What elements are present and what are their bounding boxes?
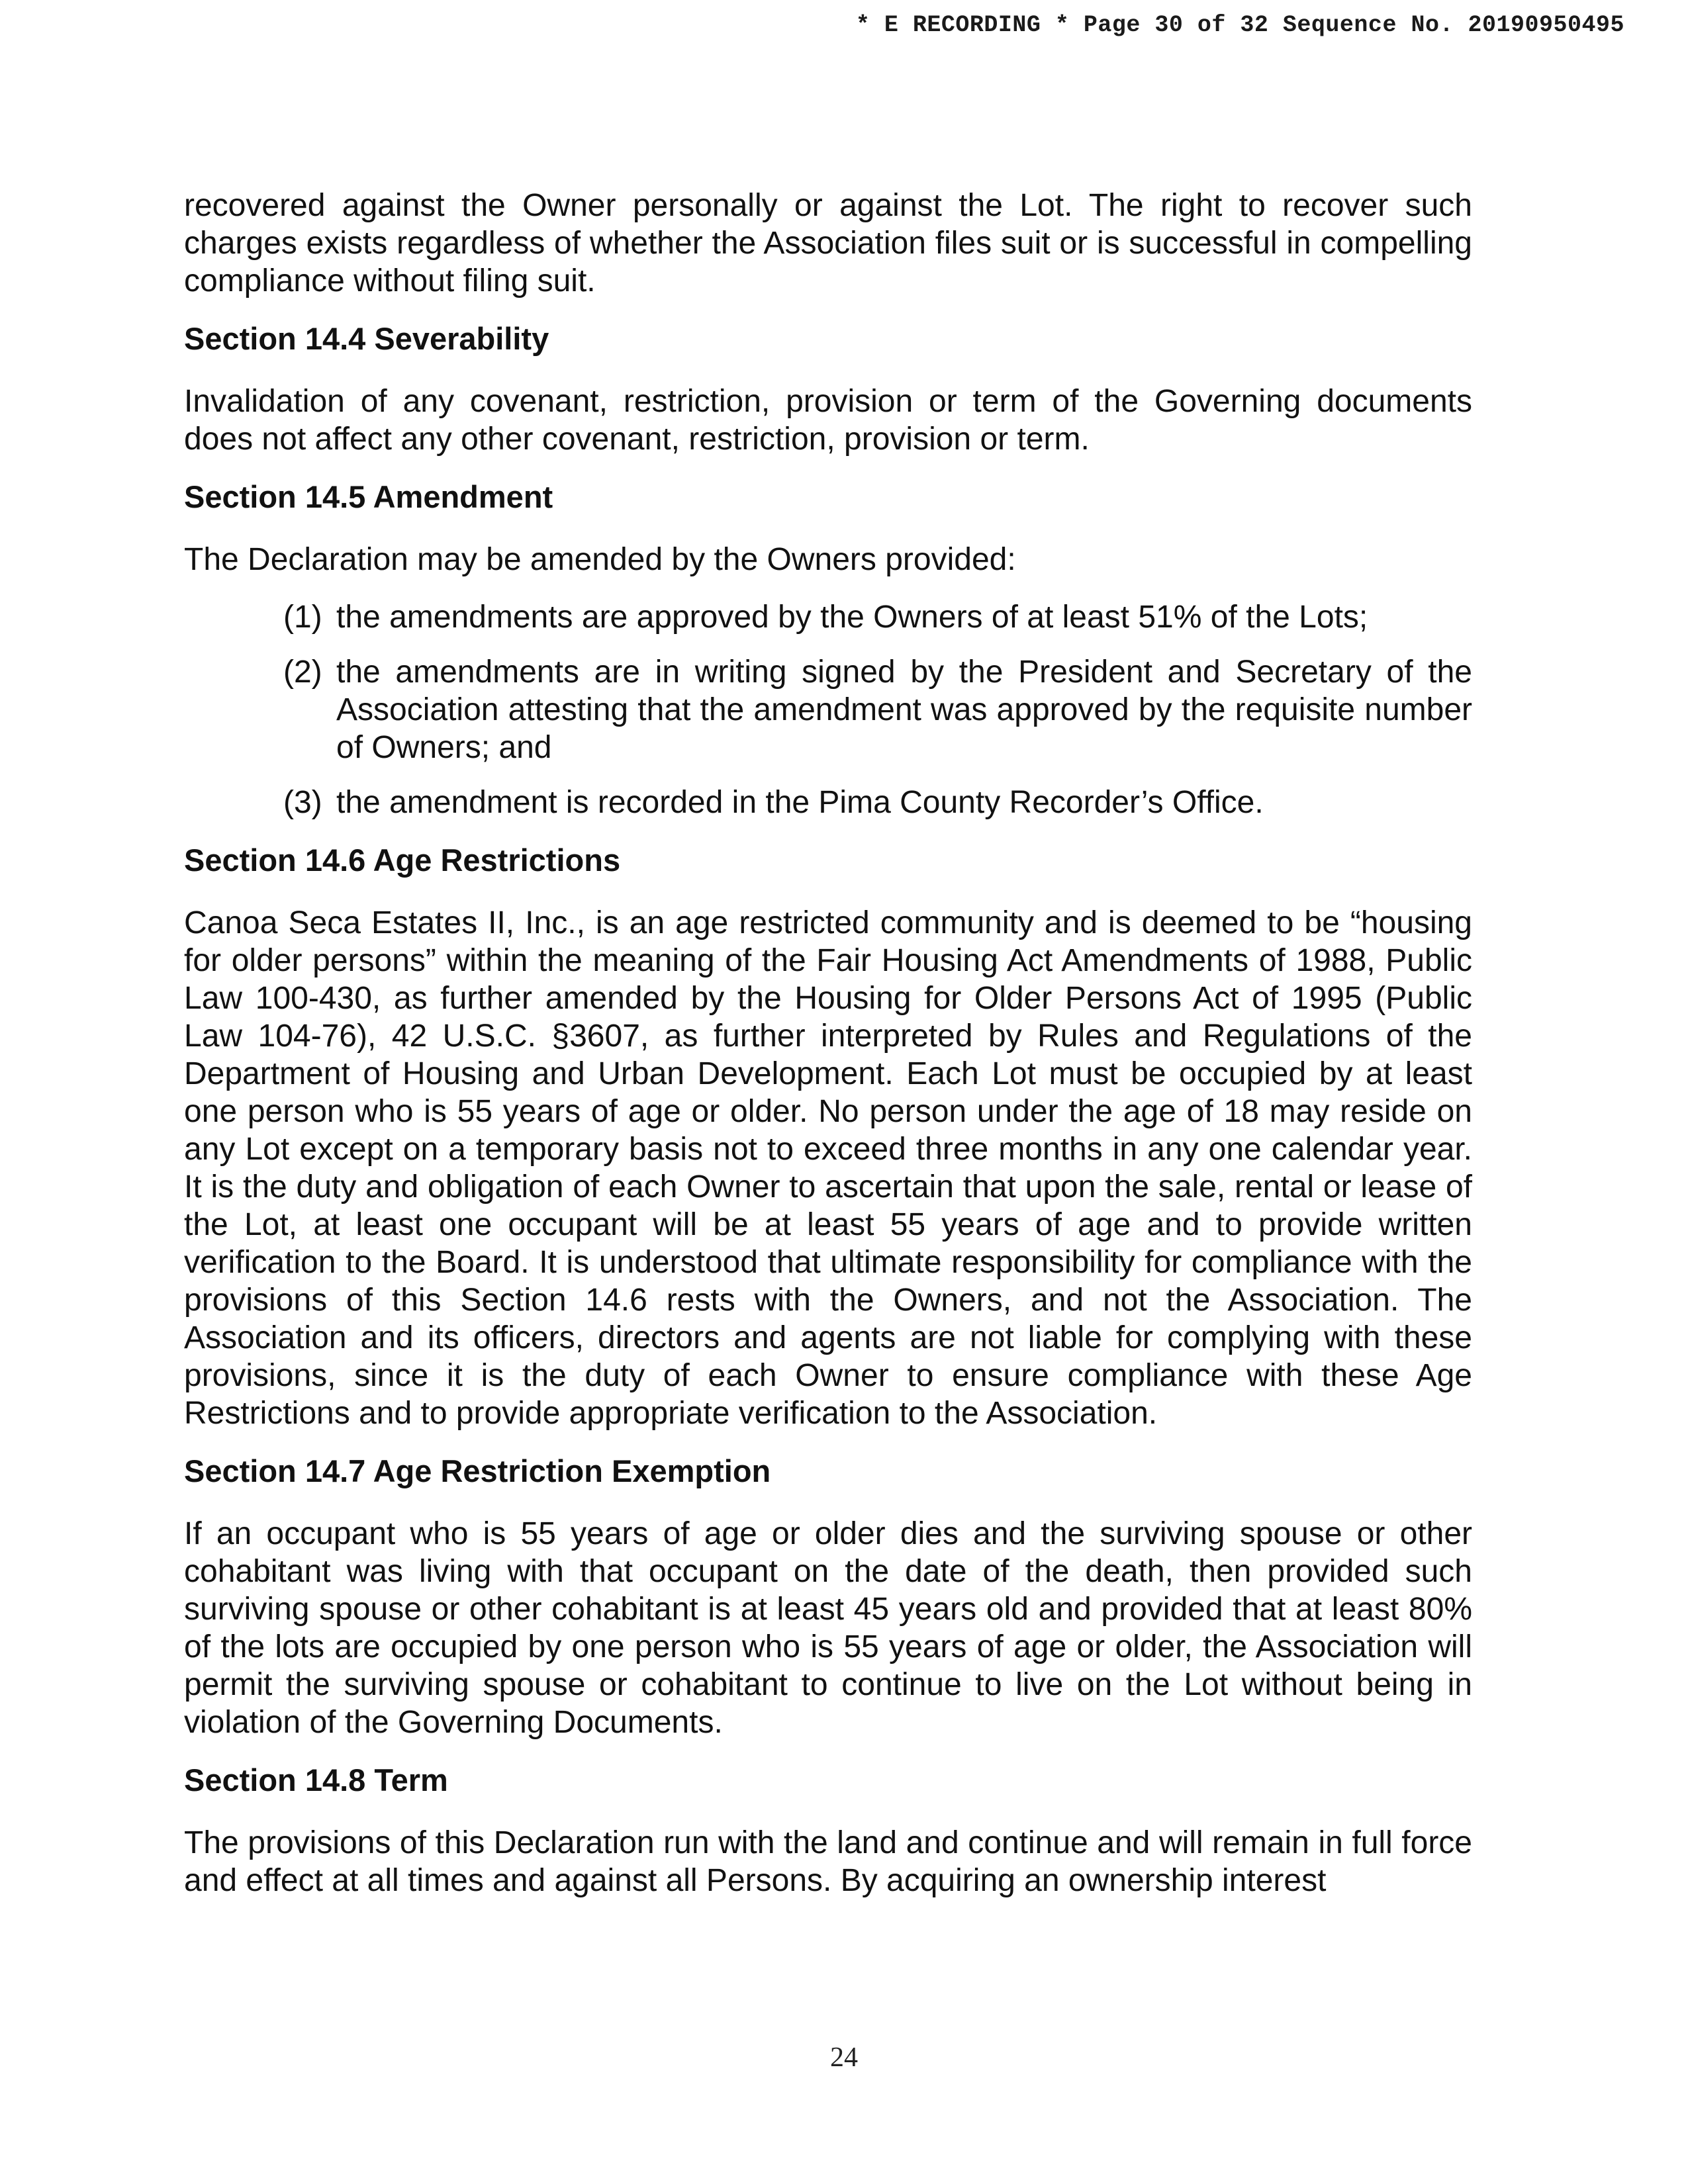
list-item-number: (1): [283, 600, 322, 635]
list-item: [184, 653, 1472, 766]
document-body: [184, 187, 1472, 1919]
recording-header: * E RECORDING * Page 30 of 32 Sequence No. 20190950495: [855, 12, 1624, 38]
list-item-number: (3): [283, 785, 322, 820]
section-heading-14-8: Section 14.8 Term: [184, 1762, 448, 1797]
list-item: [184, 784, 1472, 821]
section-text-14-4: Invalidation of any covenant, restriction, provision or term of the Governing documents does not affect any other covenant, restriction, provision or term.: [184, 384, 1472, 457]
list-item: [184, 598, 1472, 636]
section-heading-14-7: Section 14.7 Age Restriction Exemption: [184, 1453, 771, 1488]
page-number: 24: [830, 2042, 858, 2073]
list-item-text: the amendment is recorded in the Pima County Recorder’s Office.: [336, 785, 1264, 820]
intro-paragraph: recovered against the Owner personally or against the Lot. The right to recover such charges exists regardless of whether the Association files suit or is successful in compelling compliance without filing suit.: [184, 188, 1472, 298]
section-text-14-6: Canoa Seca Estates II, Inc., is an age restricted community and is deemed to be “housing for older persons” within the meaning of the Fair Housing Act Amendments of 1988, Public Law 100-430, as further amended by the Housing for Older Persons Act of 1995 (Public Law 104-76), 42 U.S.C. §3607, as further interpreted by Rules and Regulations of the Department of Housing and Urban Development. Each Lot must be occupied by at least one person who is 55 years of age or older. No person under the age of 18 may reside on any Lot except on a temporary basis not to exceed three months in any one calendar year. It is the duty and obligation of each Owner to ascertain that upon the sale, rental or lease of the Lot, at least one occupant will be at least 55 years of age and to provide written verification to the Board. It is understood that ultimate responsibility for compliance with the provisions of this Section 14.6 rests with the Owners, and not the Association. The Association and its officers, directors and agents are not liable for complying with these provisions, since it is the duty of each Owner to ensure compliance with these Age Restrictions and to provide appropriate verification to the Association.: [184, 905, 1472, 1431]
section-text-14-8: The provisions of this Declaration run with the land and continue and will remain in full force and effect at all times and against all Persons. By acquiring an ownership interest: [184, 1825, 1472, 1898]
amendment-list: [184, 598, 1472, 821]
list-item-text: the amendments are in writing signed by the President and Secretary of the Association attesting that the amendment was approved by the requisite number of Owners; and: [336, 655, 1472, 765]
section-heading-14-5: Section 14.5 Amendment: [184, 479, 553, 514]
section-heading-14-6: Section 14.6 Age Restrictions: [184, 842, 621, 878]
section-text-14-5: The Declaration may be amended by the Owners provided:: [184, 542, 1016, 577]
list-item-number: (2): [283, 655, 322, 690]
list-item-text: the amendments are approved by the Owners of at least 51% of the Lots;: [336, 600, 1368, 635]
section-text-14-7: If an occupant who is 55 years of age or older dies and the surviving spouse or other cohabitant was living with that occupant on the date of the death, then provided such surviving spouse or other cohabitant is at least 45 years old and provided that at least 80% of the lots are occupied by one person who is 55 years of age or older, the Association will permit the surviving spouse or cohabitant to continue to live on the Lot without being in violation of the Governing Documents.: [184, 1516, 1472, 1740]
section-heading-14-4: Section 14.4 Severability: [184, 321, 549, 356]
